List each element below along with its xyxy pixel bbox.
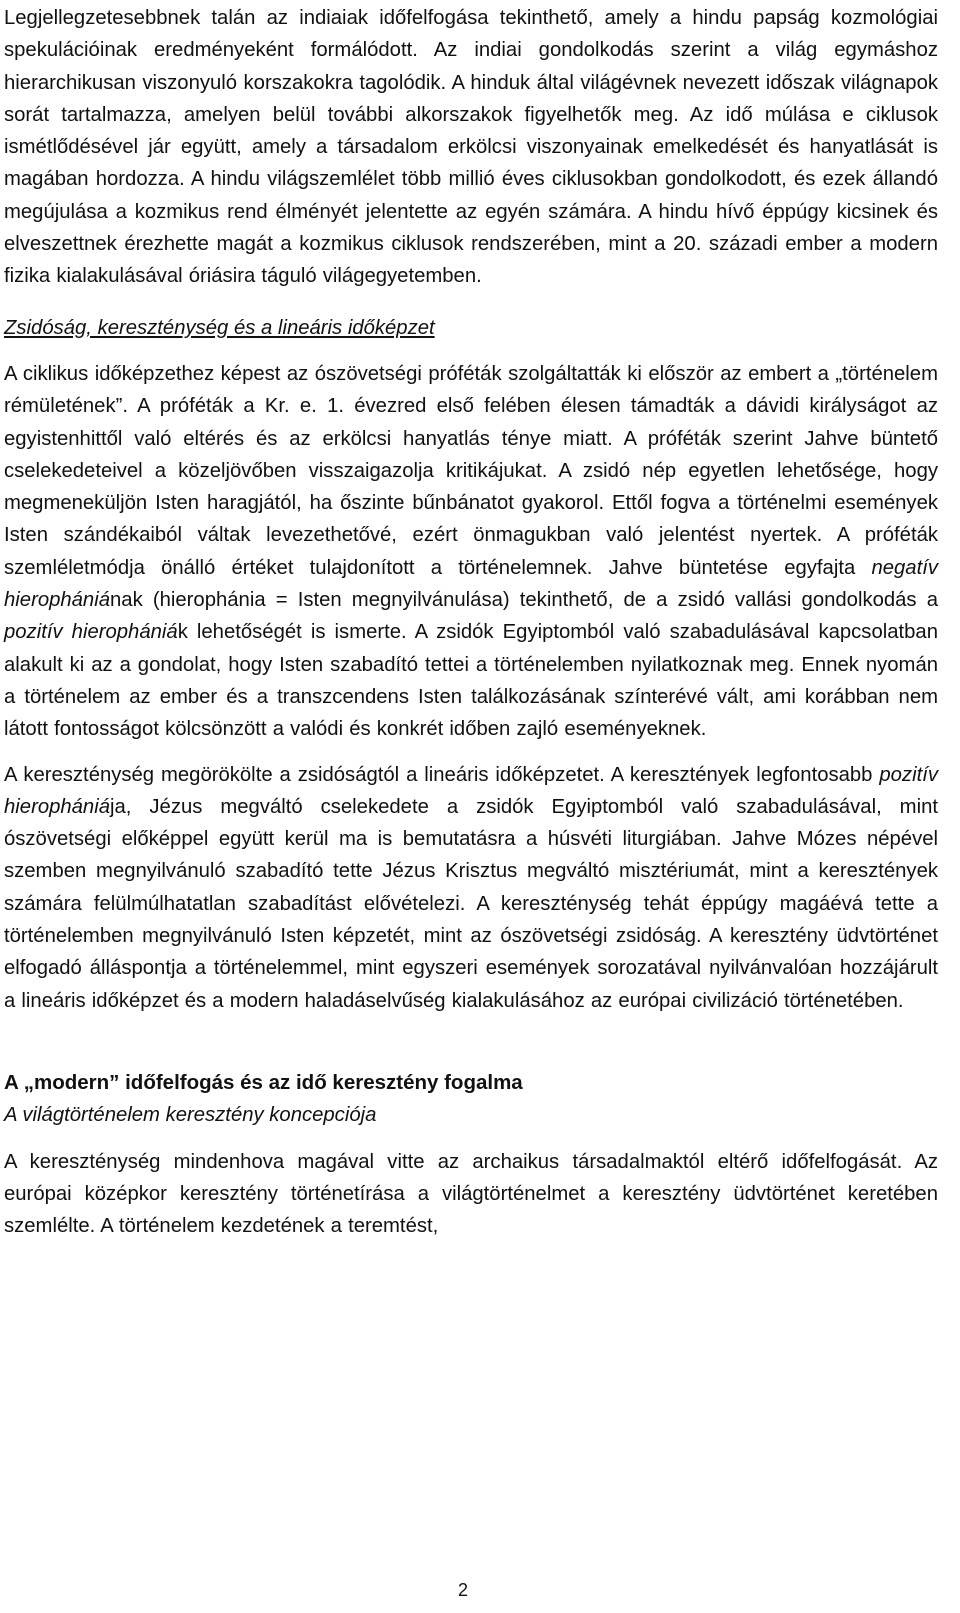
paragraph-christianity	[4, 759, 938, 1017]
emphasis-text: pozitív hierophániá	[4, 763, 938, 818]
paragraph-text: ja, Jézus megváltó cselekedete a zsidók Egyiptomból való szabadulásával, mint ószövetségi előképpel együtt kerül ma is bemutatásra a húsvéti liturgiában. Jahve Mózes népével szemben megnyilvánuló szabadító tette Jézus Krisztus megváltó misztériumát, mint a keresztények számára felülmúlhatatlan szabadítást elővételezi. A kereszténység tehát éppúgy magáévá tette a történelemben megnyilvánuló Isten képzetét, mint az ószövetségi zsidóság. A keresztény üdvtörténet elfogadó álláspontja a történelemmel, mint egyszeri események sorozatával nyilvánvalóan hozzájárult a lineáris időképzet és a modern haladáselvűség kialakulásához az európai civilizáció történetében.	[4, 795, 938, 1012]
paragraph-text: k lehetőségét is ismerte. A zsidók Egyiptomból való szabadulásával kapcsolatban alakult ki az a gondolat, hogy Isten szabadító tettei a történelemben nyilatkoznak meg. Ennek nyomán a történelem az ember és a transzcendens Isten találkozásának színterévé vált, ami korábban nem látott fontosságot kölcsönzött a valódi és konkrét időben zajló eseményeknek.	[4, 621, 938, 741]
emphasis-text: pozitív hierophániá	[4, 621, 178, 644]
paragraph-hindu-time: Legjellegzetesebbnek talán az indiaiak időfelfogása tekinthető, amely a hindu papság kozmológiai spekulációinak eredményeként formálódott. Az indiai gondolkodás szerint a világ egymáshoz hierarchikusan viszonyuló korszakokra tagolódik. A hinduk által világévnek nevezett időszak világnapok sorát tartalmazza, amelyen belül további alkorszakok figyelhetők meg. Az idő múlása e ciklusok ismétlődésével jár együtt, amely a társadalom erkölcsi viszonyainak emelkedését és hanyatlását is magában hordozza. A hindu világszemlélet több millió éves ciklusokban gondolkodott, és ezek állandó megújulása a kozmikus rend élményét jelentette az egyén számára. A hindu hívő éppúgy kicsinek és elveszettnek érezhette magát a kozmikus ciklusok rendszerében, mint a 20. századi ember a modern fizika kialakulásával óriásira táguló világegyetemben.	[4, 7, 938, 288]
paragraph-text: A ciklikus időképzethez képest az ószövetségi próféták szolgáltatták ki először az embert a „történelem rémületének”. A próféták a Kr. e. 1. évezred első felében élesen támadták a dávidi királyságot az egyistenhittől való eltérés és az erkölcsi hanyatlás ténye miatt. A próféták szerint Jahve büntető cselekedeteivel a közeljövőben visszaigazolja kritikájukat. A zsidó nép egyetlen lehetősége, hogy megmeneküljön Isten haragjától, ha őszinte bűnbánatot gyakorol. Ettől fogva a történelmi események Isten szándékaiból váltak levezethetővé, ezért önmagukban való jelentést nyertek. A próféták szemléletmódja önálló értéket tulajdonított a történelemnek. Jahve büntetése egyfajta	[4, 362, 938, 579]
sub-heading: A világtörténelem keresztény koncepciója	[4, 1104, 377, 1127]
main-heading: A „modern” időfelfogás és az idő keresztény fogalma	[4, 1070, 523, 1094]
page-number: 2	[458, 1580, 469, 1600]
paragraph-text: A kereszténység megörökölte a zsidóságtól a lineáris időképzetet. A keresztények legfontosabb	[4, 763, 880, 786]
emphasis-text: negatív hierophániá	[4, 556, 938, 612]
paragraph-text: nak (hierophánia = Isten megnyilvánulása) tekinthető, de a zsidó vallási gondolkodás a	[110, 589, 938, 612]
section-heading: Zsidóság, kereszténység és a lineáris időképzet	[4, 316, 435, 339]
paragraph-judaism	[4, 358, 938, 746]
document-page	[4, 0, 938, 1242]
paragraph-christian-concept: A kereszténység mindenhova magával vitte az archaikus társadalmaktól eltérő időfelfogását. Az európai középkor keresztény történetírása a világtörténelmet a keresztény üdvtörténet keretében szemlélte. A történelem kezdetének a teremtést,	[4, 1150, 938, 1238]
